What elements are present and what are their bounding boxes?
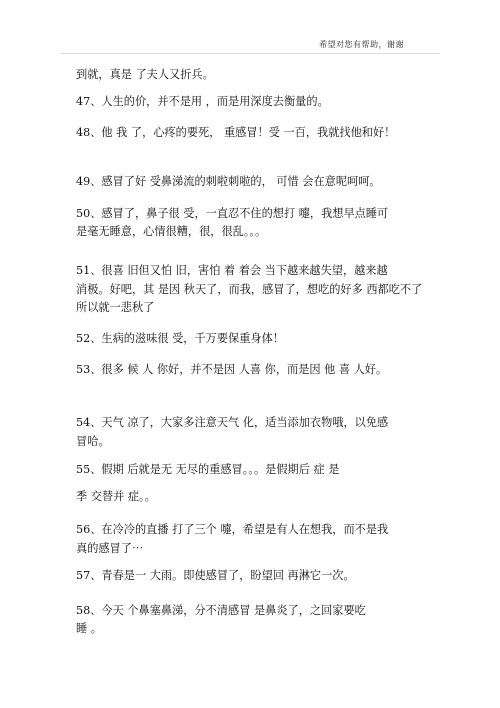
text-line: 58、今天 个鼻塞鼻涕，分不清感冒 是鼻炎了，之回家要吃	[76, 604, 366, 617]
text-line: 冒哈。	[76, 435, 110, 448]
text-line: 季 交替并 症。。	[76, 490, 156, 503]
text-line: 49、感冒了好 受鼻涕流的刺啦刺啦的， 可惜 会在意呢呵呵。	[76, 175, 381, 188]
text-line: 54、天气 凉了，大家多注意天气 化，适当添加衣物哦，以免感	[76, 416, 389, 429]
text-line: 到就，真是 了夫人又折兵。	[76, 68, 214, 81]
text-line: 52、生病的滋味很 受，千万要保重身体！	[76, 332, 284, 345]
text-line: 51、很喜 旧但又怕 旧，害怕 着 着会 当下越来越失望，越来越	[76, 264, 388, 277]
header-divider	[60, 53, 440, 54]
text-line: 53、很多 候 人 你好，并不是因 人喜 你，而是因 他 喜 人好。	[76, 363, 388, 376]
text-line: 是毫无睡意，心情很糟，很，很乱。。。	[76, 225, 267, 238]
page-header: 希望对您有帮助，谢谢	[319, 40, 404, 49]
text-line: 47、人生的价，并不是用 ，而是用深度去衡量的。	[76, 95, 329, 108]
text-line: 50、感冒了，鼻子很 受，一直忍不住的想打 嚏，我想早点睡可	[76, 207, 389, 220]
text-line: 所以就一悲秋了	[76, 301, 155, 314]
text-line: 真的感冒了⋯	[76, 542, 144, 555]
text-line: 48、他 我 了，心疼的要死， 重感冒！受 一百，我就找他和好！	[76, 126, 396, 139]
text-line: 消极。好吧，其 是因 秋天了，而我，感冒了，想吃的好多 西都吃不了	[76, 283, 423, 296]
text-line: 56、在冷冷的直播 打了三个 嚏，希望是有人在想我，而不是我	[76, 523, 389, 536]
text-line: 睡 。	[76, 622, 102, 635]
text-line: 55、假期 后就是无 无尽的重感冒。。。是假期后 症 是	[76, 463, 340, 476]
text-line: 57、青春是一 大雨。即使感冒了，盼望回 再淋它一次。	[76, 569, 355, 582]
